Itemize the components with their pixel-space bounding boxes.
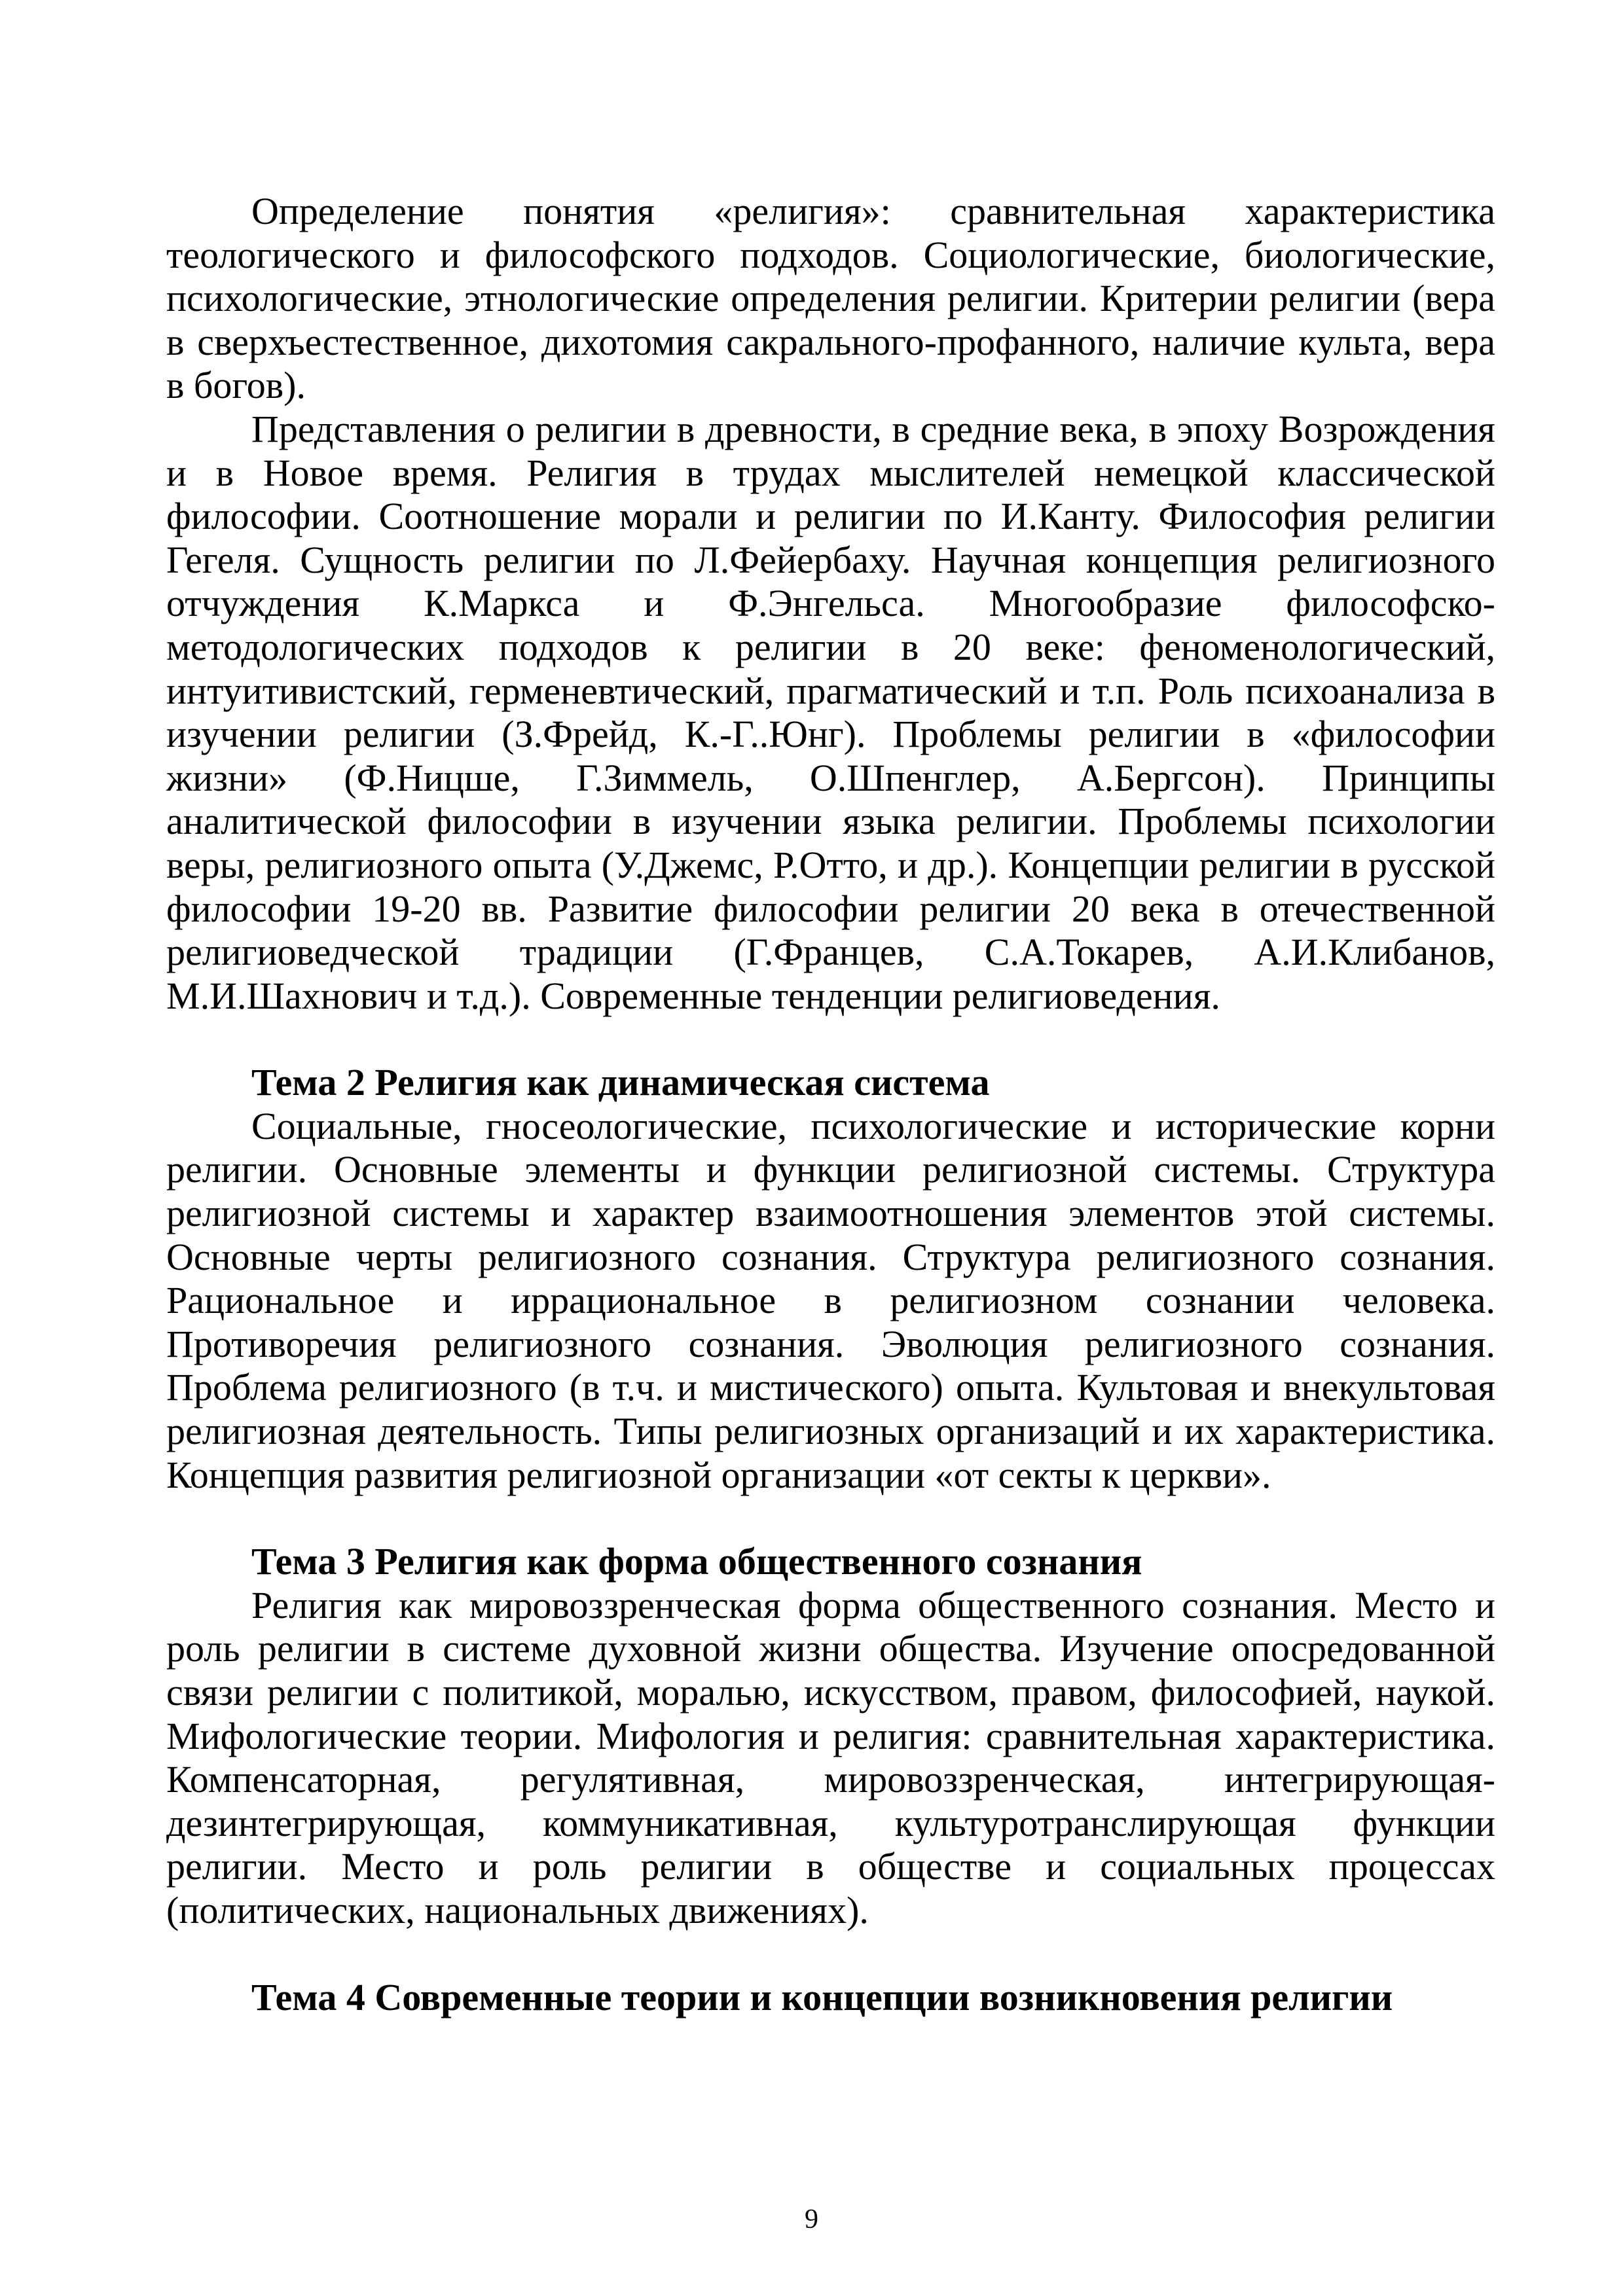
topic-3-section [166,1540,1495,1932]
topic-3-paragraph: Религия как мировоззренческая форма общественного сознания. Место и роль религии в системе духовной жизни общества. Изучение опосредованной связи религии с политикой, моралью, искусством, правом, философией, наукой. Мифологические теории. Мифология и религия: сравнительная характеристика. Компенсаторная, регулятивная, мировоззренческая, интегрирующая-дезинтегрирующая, коммуникативная, культуротранслирующая функции религии. Место и роль религии в обществе и социальных процессах (политических, национальных движениях). [166,1583,1495,1931]
intro-paragraph-1: Определение понятия «религия»: сравнительная характеристика теологического и философского подходов. Социологические, биологические, психологические, этнологические определения религии. Критерии религии (вера в сверхъестественное, дихотомия сакрального-профанного, наличие культа, вера в богов). [166,190,1495,407]
topic-2-section [166,1061,1495,1497]
topic-2-heading: Тема 2 Религия как динамическая система [251,1061,990,1104]
topic-2-paragraph: Социальные, гносеологические, психологические и исторические корни религии. Основные элементы и функции религиозной системы. Структура религиозной системы и характер взаимоотношения элементов этой системы. Основные черты религиозного сознания. Структура религиозного сознания. Рациональное и иррациональное в религиозном сознании человека. Противоречия религиозного сознания. Эволюция религиозного сознания. Проблема религиозного (в т.ч. и мистического) опыта. Культовая и внекультовая религиозная деятельность. Типы религиозных организаций и их характеристика. Концепция развития религиозной организации «от секты к церкви». [166,1104,1495,1496]
topic-4-heading: Тема 4 Современные теории и концепции возникновения религии [251,1975,1393,2018]
topic-4-section [166,1976,1495,2020]
topic-3-heading: Тема 3 Религия как форма общественного сознания [251,1540,1142,1583]
page-number: 9 [805,2204,818,2234]
intro-paragraph-2: Представления о религии в древности, в средние века, в эпоху Возрождения и в Новое время. Религия в трудах мыслителей немецкой классической философии. Соотношение морали и религии по И.Канту. Философия религии Гегеля. Сущность религии по Л.Фейербаху. Научная концепция религиозного отчуждения К.Маркса и Ф.Энгельса. Многообразие философско-методологических подходов к религии в 20 веке: феноменологический, интуитивистский, герменевтический, прагматический и т.п. Роль психоанализа в изучении религии (З.Фрейд, К.-Г..Юнг). Проблемы религии в «философии жизни» (Ф.Ницше, Г.Зиммель, О.Шпенглер, А.Бергсон). Принципы аналитической философии в изучении языка религии. Проблемы психологии веры, религиозного опыта (У.Джемс, Р.Отто, и др.). Концепции религии в русской философии 19-20 вв. Развитие философии религии 20 века в отечественной религиоведческой традиции (Г.Францев, С.А.Токарев, А.И.Клибанов, М.И.Шахнович и т.д.). Современные тенденции религиоведения. [166,407,1495,1017]
page-content [166,190,1495,2019]
